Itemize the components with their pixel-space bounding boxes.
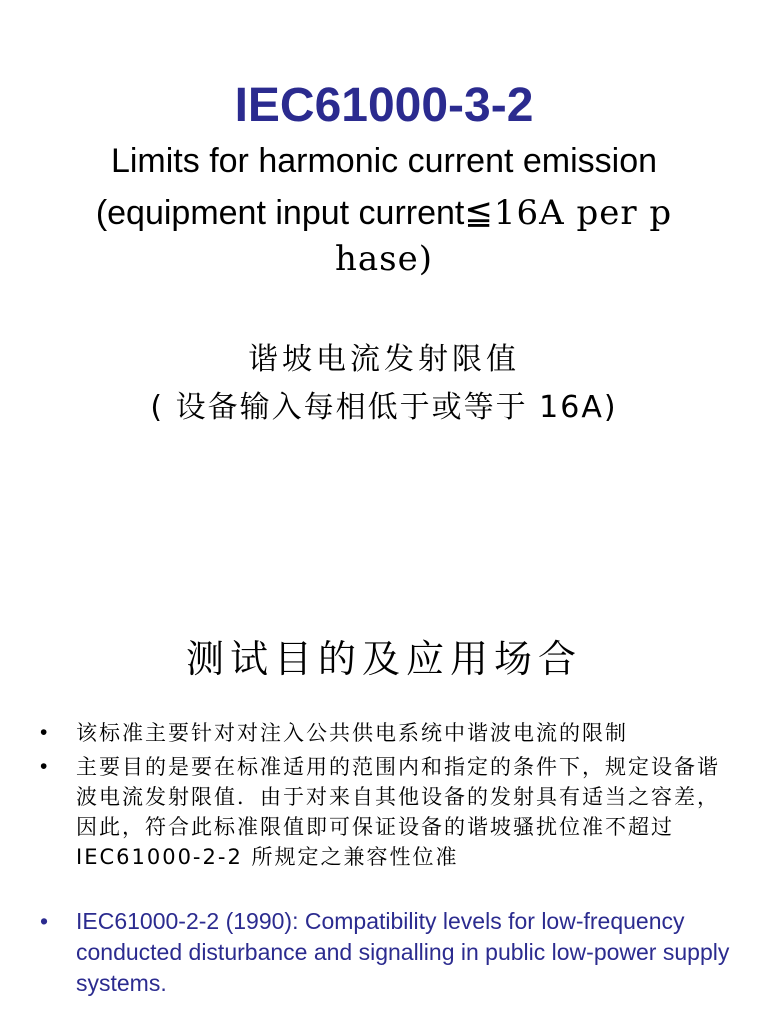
bullet-dot-icon: •	[40, 908, 49, 934]
list-item	[40, 906, 730, 999]
bullet-list	[40, 718, 730, 1003]
subtitle-line-1: Limits for harmonic current emission	[110, 142, 658, 180]
chinese-subtitle: ( 设备输入每相低于或等于 16A)	[150, 390, 618, 425]
bullet-dot-icon: •	[40, 755, 50, 778]
subtitle-line-2-text: (equipment input current	[95, 194, 465, 232]
page-title: IEC61000-3-2	[234, 79, 534, 132]
list-item	[40, 718, 730, 748]
bullet-text: 该标准主要针对对注入公共供电系统中谐波电流的限制	[76, 721, 628, 745]
subtitle-line-2-limit: ≦16A per p	[464, 193, 673, 233]
list-item	[40, 752, 730, 872]
section-heading: 测试目的及应用场合	[185, 637, 582, 681]
subtitle-line-3: hase)	[334, 239, 433, 279]
bullet-dot-icon: •	[40, 721, 50, 744]
bullet-text: 主要目的是要在标准适用的范围内和指定的条件下，规定设备谐波电流发射限值．由于对来自其他设备的发射具有适当之容差，因此，符合此标准限值即可保证设备的谐坡骚扰位准不超过 IEC61000-2-2 所规定之兼容性位准	[76, 755, 720, 869]
subtitle-line-2	[40, 190, 728, 282]
chinese-title: 谐坡电流发射限值	[248, 342, 520, 377]
bullet-text: IEC61000-2-2 (1990): Compatibility levels for low-frequency conducted disturbance and signalling in public low-power supply systems.	[76, 908, 730, 996]
